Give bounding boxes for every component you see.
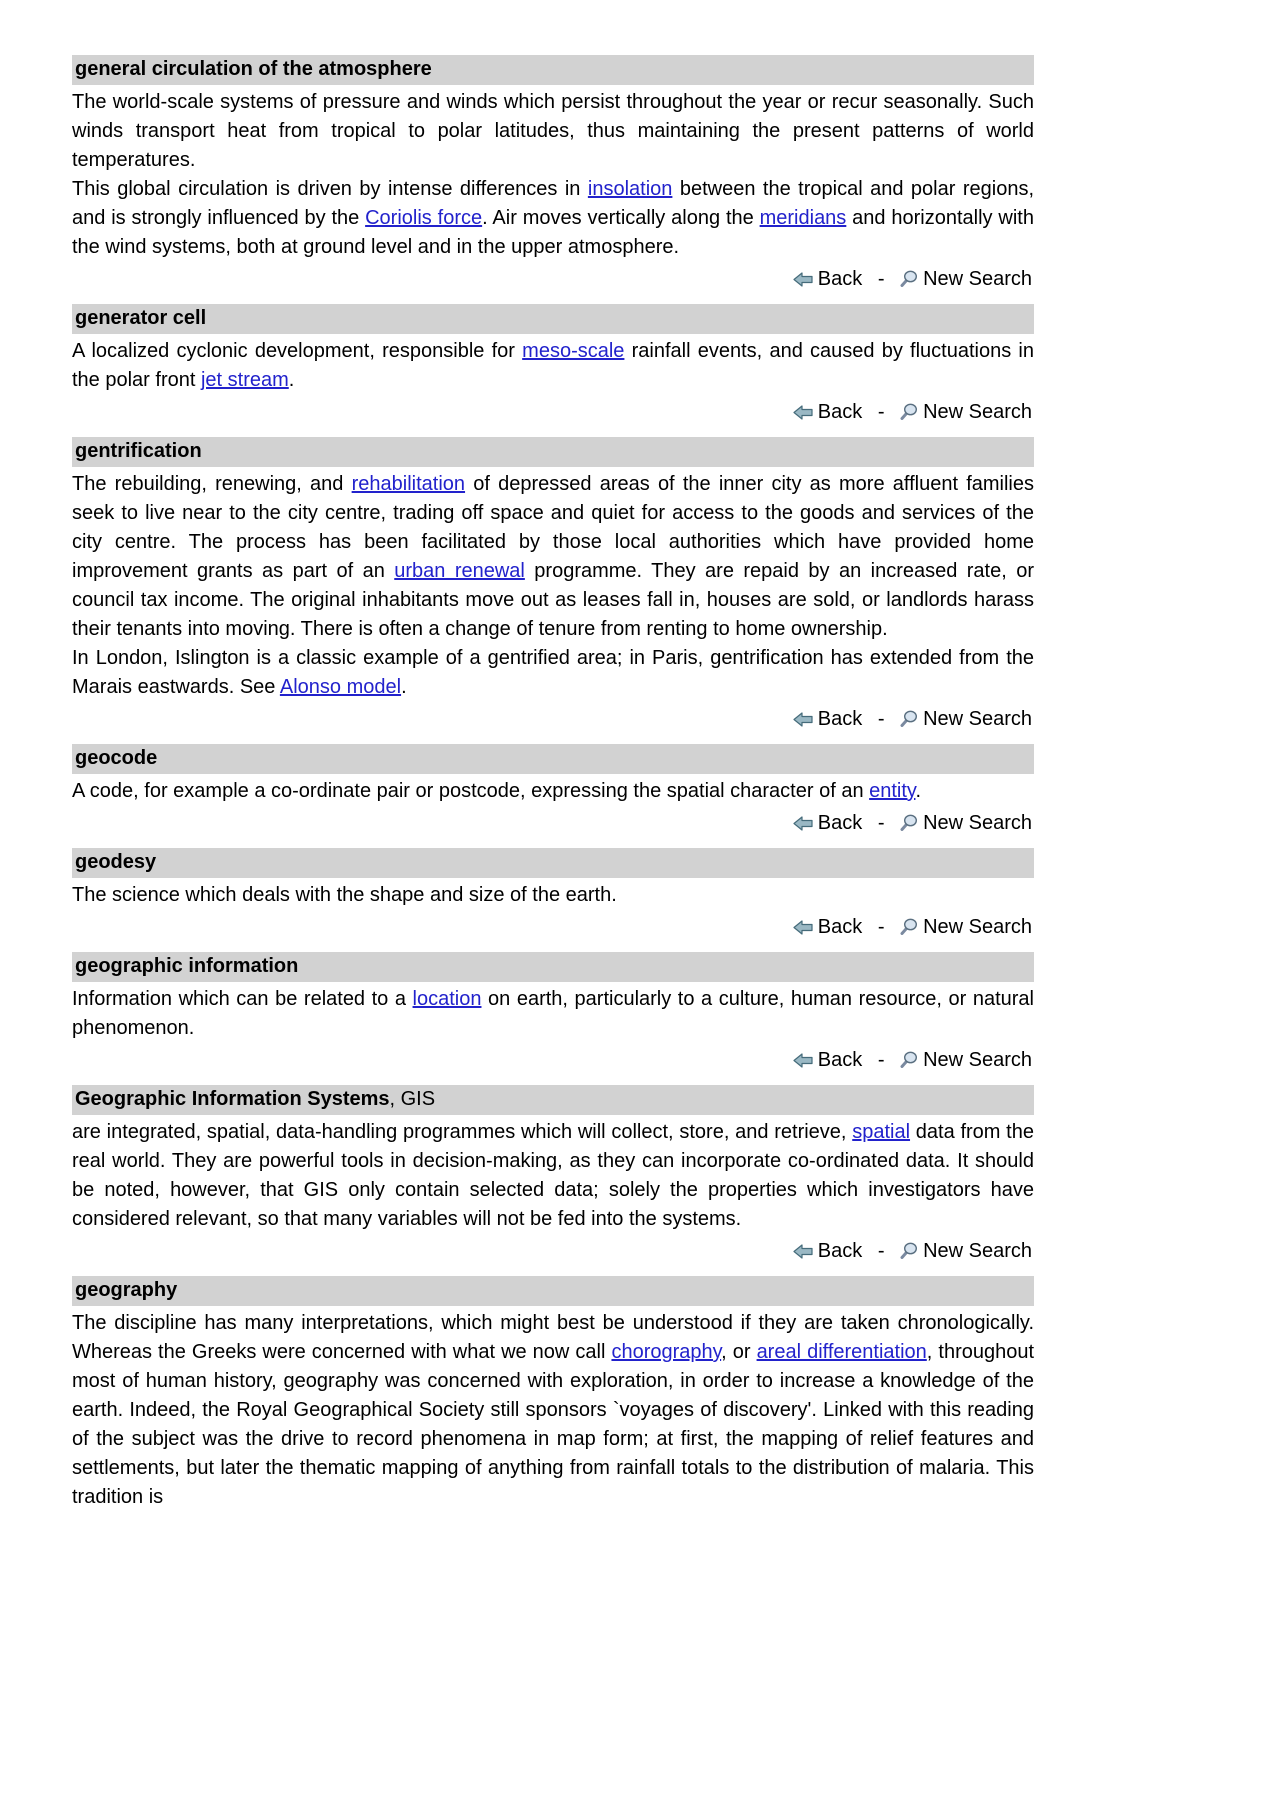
entry-body	[72, 881, 1034, 910]
nav-separator: -	[877, 1240, 885, 1262]
term-header-bar	[72, 952, 1034, 982]
definition-text: data from the real world. They are powerful tools in decision-making, as they can incorporate co-ordinated data. It should be noted, however, that GIS only contain selected data; solely the properties which investigators have considered relevant, so that many variables will not be fed into the systems.	[72, 1121, 1034, 1230]
entries-container	[72, 55, 1034, 1512]
back-arrow-icon	[793, 811, 813, 840]
entry-body	[72, 470, 1034, 702]
entry-nav	[72, 705, 1032, 736]
cross-reference-link[interactable]: spatial	[852, 1121, 911, 1143]
cross-reference-link[interactable]: Coriolis force	[365, 207, 483, 229]
back-label: Back	[817, 1240, 863, 1262]
back-arrow-icon	[793, 400, 813, 429]
nav-separator: -	[877, 401, 885, 423]
nav-separator: -	[877, 812, 885, 834]
back-link[interactable]	[793, 1049, 868, 1071]
cross-reference-link[interactable]: rehabilitation	[351, 473, 466, 495]
definition-text: and horizontally with the wind systems, both at ground level and in the upper atmosphere.	[72, 207, 1034, 258]
dictionary-entry	[72, 437, 1034, 736]
definition-text: .	[915, 780, 922, 802]
definition-paragraph	[72, 985, 1034, 1043]
entry-body	[72, 1309, 1034, 1512]
new-search-label: New Search	[923, 401, 1032, 423]
dictionary-entry	[72, 304, 1034, 429]
nav-separator: -	[877, 1049, 885, 1071]
term-text: geocode	[75, 747, 158, 769]
cross-reference-link[interactable]: urban renewal	[394, 560, 525, 582]
back-arrow-icon	[793, 707, 813, 736]
magnifier-icon	[900, 400, 918, 429]
back-label: Back	[817, 1049, 863, 1071]
entry-body	[72, 1118, 1034, 1234]
entry-body	[72, 337, 1034, 395]
cross-reference-link[interactable]: chorography	[611, 1341, 722, 1363]
entry-body	[72, 985, 1034, 1043]
cross-reference-link[interactable]: insolation	[587, 178, 673, 200]
new-search-link[interactable]	[895, 1049, 1033, 1071]
back-label: Back	[817, 916, 863, 938]
back-arrow-icon	[793, 267, 813, 296]
definition-text: The world-scale systems of pressure and winds which persist throughout the year or recur seasonally. Such winds transport heat from tropical to polar latitudes, thus maintaining the present patterns of world temperatures.	[72, 91, 1034, 171]
magnifier-icon	[900, 267, 918, 296]
definition-text: rainfall events, and caused by fluctuations in the polar front	[72, 340, 1034, 391]
term-text: gentrification	[75, 440, 202, 462]
nav-separator: -	[877, 916, 885, 938]
magnifier-icon	[900, 811, 918, 840]
nav-separator: -	[877, 708, 885, 730]
back-label: Back	[817, 708, 863, 730]
entry-nav	[72, 398, 1032, 429]
dictionary-entry	[72, 848, 1034, 944]
nav-separator: -	[877, 268, 885, 290]
dictionary-entry	[72, 952, 1034, 1077]
definition-text: of depressed areas of the inner city as more affluent families seek to live near to the city centre, trading off space and quiet for access to the goods and services of the city centre. The process has been facilitated by those local authorities which have provided home improvement grants as part of an	[72, 473, 1034, 582]
term-header-bar	[72, 304, 1034, 334]
dictionary-entry	[72, 55, 1034, 296]
term-text: Geographic Information Systems	[75, 1088, 390, 1110]
term-header-bar	[72, 1276, 1034, 1306]
definition-text: Information which can be related to a	[72, 988, 413, 1010]
definition-text: A localized cyclonic development, responsible for	[72, 340, 523, 362]
new-search-label: New Search	[923, 708, 1032, 730]
back-link[interactable]	[793, 812, 868, 834]
definition-text: , throughout most of human history, geography was concerned with exploration, in order to increase a knowledge of the earth. Indeed, the Royal Geographical Society still sponsors `voyages of discovery'. Linked with this reading of the subject was the drive to record phenomena in map form; at first, the mapping of relief features and settlements, but later the thematic mapping of anything from rainfall totals to the distribution of malaria. This tradition is	[72, 1341, 1035, 1508]
back-arrow-icon	[793, 1239, 813, 1268]
definition-text: are integrated, spatial, data-handling programmes which will collect, store, and retrieve,	[72, 1121, 853, 1143]
definition-paragraph	[72, 777, 1034, 806]
dictionary-entry	[72, 1085, 1034, 1268]
back-link[interactable]	[793, 401, 868, 423]
definition-text: .	[288, 369, 295, 391]
term-suffix: , GIS	[389, 1088, 436, 1110]
definition-text: programme. They are repaid by an increased rate, or council tax income. The original inhabitants move out as leases fall in, houses are sold, or landlords harass their tenants into moving. There is often a change of tenure from renting to home ownership.	[72, 560, 1034, 640]
term-text: geodesy	[75, 851, 157, 873]
new-search-link[interactable]	[895, 916, 1033, 938]
entry-body	[72, 88, 1034, 262]
dictionary-entry	[72, 1276, 1034, 1512]
term-header-bar	[72, 744, 1034, 774]
back-arrow-icon	[793, 1048, 813, 1077]
magnifier-icon	[900, 1239, 918, 1268]
term-text: geography	[75, 1279, 178, 1301]
back-link[interactable]	[793, 1240, 868, 1262]
magnifier-icon	[900, 915, 918, 944]
definition-paragraph	[72, 1118, 1034, 1234]
definition-text: , or	[721, 1341, 757, 1363]
cross-reference-link[interactable]: location	[412, 988, 482, 1010]
definition-text: In London, Islington is a classic example of a gentrified area; in Paris, gentrification has extended from the Marais eastwards. See	[72, 647, 1034, 698]
entry-nav	[72, 913, 1032, 944]
back-label: Back	[817, 268, 863, 290]
entry-nav	[72, 809, 1032, 840]
back-link[interactable]	[793, 708, 868, 730]
new-search-label: New Search	[923, 1049, 1032, 1071]
new-search-label: New Search	[923, 268, 1032, 290]
definition-paragraph	[72, 644, 1034, 702]
definition-paragraph	[72, 881, 1034, 910]
definition-paragraph	[72, 470, 1034, 644]
new-search-link[interactable]	[895, 812, 1033, 834]
term-header-bar	[72, 437, 1034, 467]
definition-paragraph	[72, 337, 1034, 395]
term-text: geographic information	[75, 955, 299, 977]
back-arrow-icon	[793, 915, 813, 944]
entry-nav	[72, 265, 1032, 296]
term-text: general circulation of the atmosphere	[75, 58, 432, 80]
cross-reference-link[interactable]: meridians	[759, 207, 847, 229]
back-link[interactable]	[793, 916, 868, 938]
definition-text: The discipline has many interpretations, which might best be understood if they are taken chronologically. Whereas the Greeks were concerned with what we now call	[72, 1312, 1034, 1363]
back-link[interactable]	[793, 268, 868, 290]
magnifier-icon	[900, 1048, 918, 1077]
definition-text: A code, for example a co-ordinate pair or postcode, expressing the spatial character of an	[72, 780, 870, 802]
cross-reference-link[interactable]: meso-scale	[522, 340, 625, 362]
magnifier-icon	[900, 707, 918, 736]
new-search-label: New Search	[923, 812, 1032, 834]
new-search-link[interactable]	[895, 1240, 1033, 1262]
term-header-bar	[72, 1085, 1034, 1115]
entry-nav	[72, 1046, 1032, 1077]
definition-text: . Air moves vertically along the	[482, 207, 760, 229]
definition-paragraph	[72, 88, 1034, 175]
definition-text: This global circulation is driven by intense differences in	[72, 178, 588, 200]
entry-nav	[72, 1237, 1032, 1268]
cross-reference-link[interactable]: entity	[869, 780, 916, 802]
definition-text: .	[401, 676, 407, 698]
entry-body	[72, 777, 1034, 806]
dictionary-entry	[72, 744, 1034, 840]
term-header-bar	[72, 848, 1034, 878]
cross-reference-link[interactable]: areal differentiation	[756, 1341, 927, 1363]
definition-paragraph	[72, 175, 1034, 262]
cross-reference-link[interactable]: jet stream	[200, 369, 289, 391]
definition-text: The science which deals with the shape and size of the earth.	[72, 884, 617, 906]
back-label: Back	[817, 401, 863, 423]
new-search-link[interactable]	[895, 401, 1033, 423]
definition-text: The rebuilding, renewing, and	[72, 473, 352, 495]
term-text: generator cell	[75, 307, 207, 329]
term-header-bar	[72, 55, 1034, 85]
new-search-label: New Search	[923, 916, 1032, 938]
new-search-link[interactable]	[895, 708, 1033, 730]
definition-text: on earth, particularly to a culture, human resource, or natural phenomenon.	[72, 988, 1035, 1039]
cross-reference-link[interactable]: Alonso model	[279, 676, 402, 698]
new-search-label: New Search	[923, 1240, 1032, 1262]
back-label: Back	[817, 812, 863, 834]
definition-text: between the tropical and polar regions, and is strongly influenced by the	[72, 178, 1035, 229]
new-search-link[interactable]	[895, 268, 1033, 290]
definition-paragraph	[72, 1309, 1034, 1512]
